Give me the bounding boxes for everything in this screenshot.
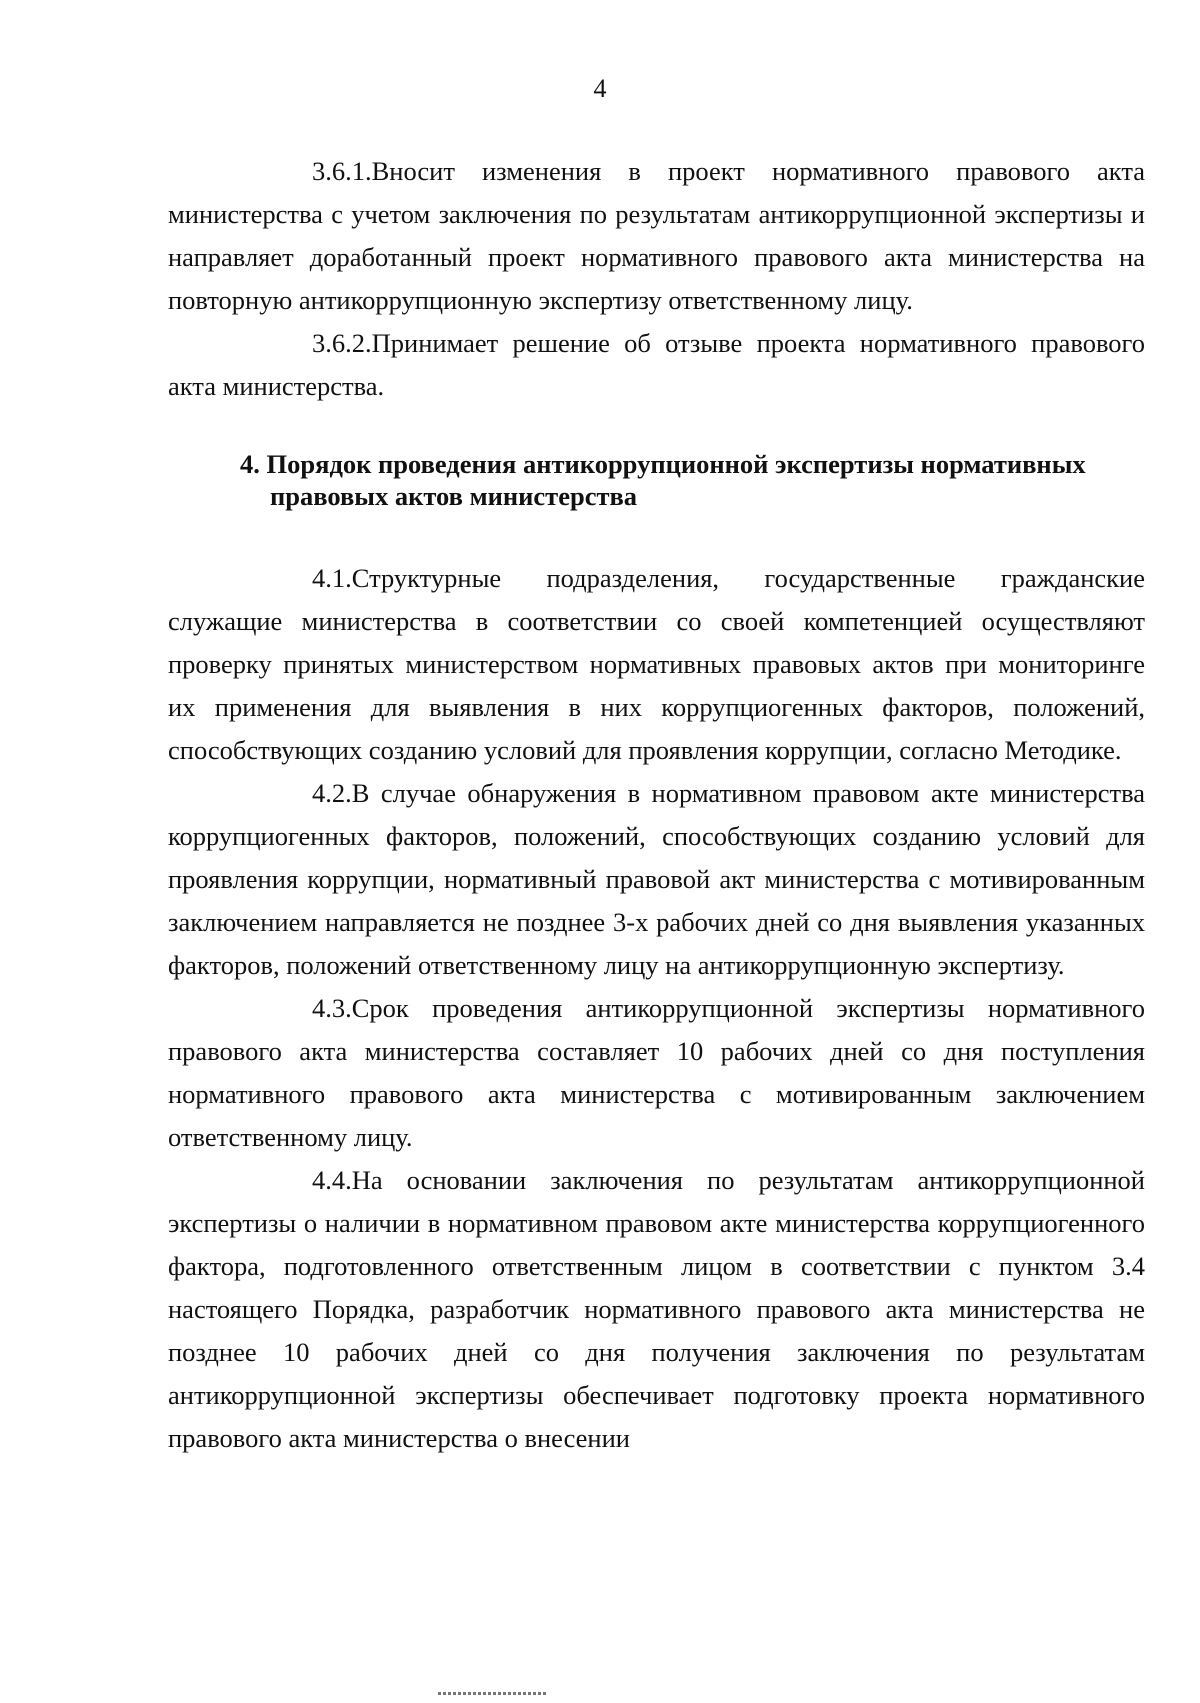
paragraph-text: Принимает решение об отзыве проекта нормативного правового акта министерства.	[168, 328, 1145, 401]
paragraph-text: Структурные подразделения, государственные гражданские служащие министерства в соответствии со своей компетенцией осуществляют проверку принятых министерством нормативных правовых актов при мониторинге их применения для выявления в них коррупциогенных факторов, положений, способствующих созданию условий для проявления коррупции, согласно Методике.	[168, 563, 1145, 765]
paragraph-text: Срок проведения антикоррупционной экспертизы нормативного правового акта министерства составляет 10 рабочих дней со дня поступления нормативного правового акта министерства с мотивированным заключением ответственному лицу.	[168, 993, 1145, 1152]
document-body	[168, 150, 1145, 1460]
paragraph-4-3	[168, 987, 1145, 1159]
paragraph-4-1	[168, 557, 1145, 772]
section-heading	[168, 448, 1145, 512]
paragraph-number: 4.4.	[312, 1165, 352, 1195]
paragraph-number: 4.3.	[312, 993, 352, 1023]
paragraph-3-6-2	[168, 322, 1145, 408]
paragraph-number: 4.1.	[312, 563, 352, 593]
paragraph-text: Вносит изменения в проект нормативного правового акта министерства с учетом заключения по результатам антикоррупционной экспертизы и направляет доработанный проект нормативного правового акта министерства на повторную антикоррупционную экспертизу ответственному лицу.	[168, 156, 1145, 315]
scan-mark	[438, 1692, 548, 1695]
paragraph-number: 3.6.1.	[312, 156, 372, 186]
section-heading-line2: правовых актов министерства	[270, 481, 638, 511]
paragraph-4-2	[168, 772, 1145, 987]
paragraph-3-6-1	[168, 150, 1145, 322]
paragraph-text: В случае обнаружения в нормативном правовом акте министерства коррупциогенных факторов, положений, способствующих созданию условий для проявления коррупции, нормативный правовой акт министерства с мотивированным заключением направляется не позднее 3-х рабочих дней со дня выявления указанных факторов, положений ответственному лицу на антикоррупционную экспертизу.	[168, 778, 1145, 980]
paragraph-text: На основании заключения по результатам антикоррупционной экспертизы о наличии в нормативном правовом акте министерства коррупциогенного фактора, подготовленного ответственным лицом в соответствии с пунктом 3.4 настоящего Порядка, разработчик нормативного правового акта министерства не позднее 10 рабочих дней со дня получения заключения по результатам антикоррупционной экспертизы обеспечивает подготовку проекта нормативного правового акта министерства о внесении	[168, 1165, 1145, 1453]
paragraph-4-4	[168, 1159, 1145, 1460]
section-heading-line1: 4. Порядок проведения антикоррупционной экспертизы нормативных	[240, 449, 1086, 479]
page-number: 4	[593, 74, 607, 103]
paragraph-number: 4.2.	[312, 778, 352, 808]
paragraph-number: 3.6.2.	[312, 328, 372, 358]
